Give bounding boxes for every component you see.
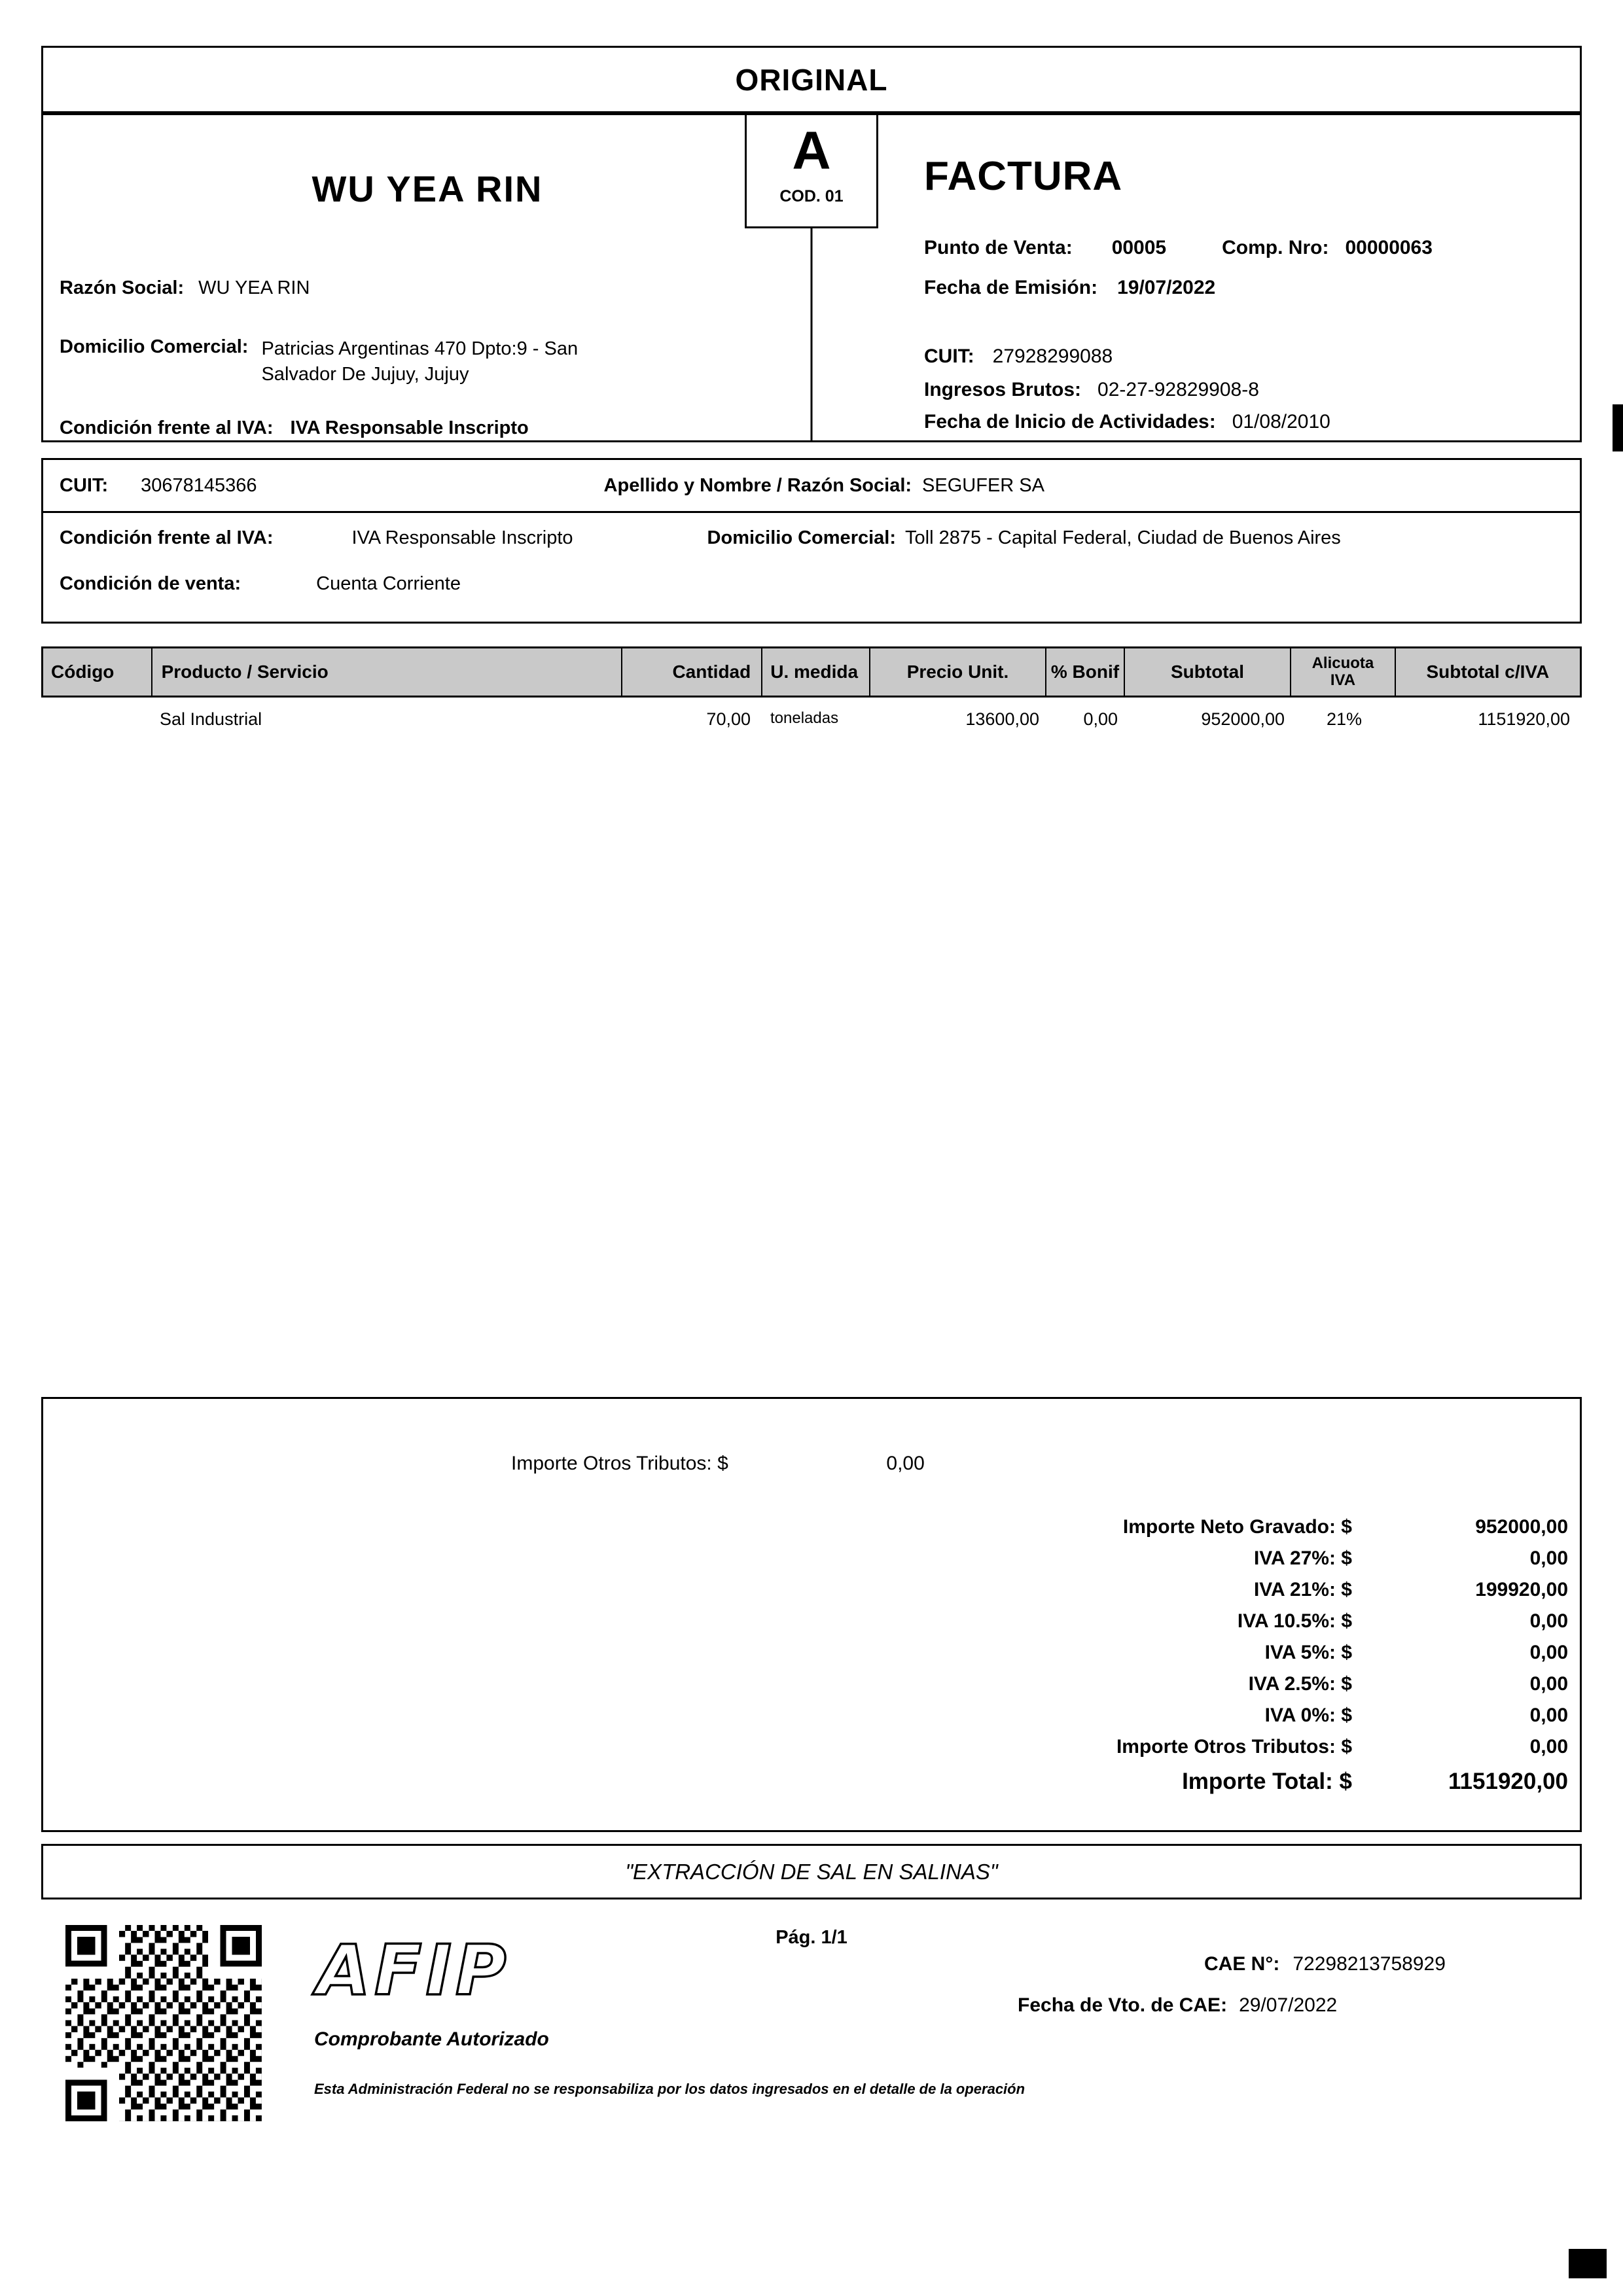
cae-vto-label: Fecha de Vto. de CAE: — [1018, 1994, 1228, 2016]
condicion-venta-label: Condición de venta: — [60, 573, 241, 594]
customer-id-row — [41, 458, 1582, 513]
cae-value: 72298213758929 — [1293, 1953, 1446, 1975]
scan-artifact — [1569, 2249, 1607, 2278]
total-row — [1116, 1637, 1568, 1669]
invoice-type-letter: A — [792, 121, 831, 181]
total-row — [1116, 1606, 1568, 1637]
total-row-label: IVA 27%: $ — [1253, 1547, 1352, 1569]
total-row-label: Importe Neto Gravado: $ — [1122, 1516, 1352, 1538]
seller-address-row — [60, 336, 647, 387]
punto-venta-value: 00005 — [1111, 237, 1167, 258]
customer-name-label: Apellido y Nombre / Razón Social: — [603, 474, 912, 496]
ingresos-brutos-value: 02-27-92829908-8 — [1097, 379, 1259, 400]
comp-nro-value: 00000063 — [1345, 237, 1433, 258]
otros-tributos-inline — [511, 1453, 925, 1475]
seller-cuit-value: 27928299088 — [992, 345, 1113, 367]
invoice-data-panel — [812, 115, 1580, 440]
observation-box — [41, 1844, 1582, 1899]
totals-box — [41, 1397, 1582, 1832]
scan-artifact — [1613, 404, 1623, 451]
otros-tributos-inline-label: Importe Otros Tributos: $ — [511, 1453, 728, 1474]
inicio-actividades-label: Fecha de Inicio de Actividades: — [924, 411, 1216, 433]
seller-cuit-label: CUIT: — [924, 345, 974, 367]
otros-tributos-inline-value: 0,00 — [886, 1453, 925, 1474]
total-row-label: IVA 0%: $ — [1264, 1704, 1352, 1726]
totals-list — [1116, 1511, 1568, 1801]
customer-iva-label: Condición frente al IVA: — [60, 527, 274, 548]
customer-cuit-label: CUIT: — [60, 474, 109, 496]
total-row — [1116, 1511, 1568, 1543]
punto-venta-label: Punto de Venta: — [924, 237, 1073, 258]
seller-address-value: Patricias Argentinas 470 Dpto:9 - San Salvador De Jujuy, Jujuy — [261, 338, 579, 385]
condicion-venta-value: Cuenta Corriente — [316, 573, 461, 594]
total-row-value: 0,00 — [1529, 1547, 1568, 1569]
col-header-codigo: Código — [43, 648, 152, 696]
cell-subtotal: 952000,00 — [1201, 709, 1285, 729]
cell-precio: 13600,00 — [965, 709, 1039, 729]
col-header-subtotal: Subtotal — [1125, 648, 1291, 696]
col-header-cantidad: Cantidad — [622, 648, 762, 696]
invoice-title: FACTURA — [924, 154, 1123, 199]
seller-iva-value: IVA Responsable Inscripto — [290, 417, 529, 438]
razon-social-row — [60, 277, 310, 299]
qr-code — [65, 1925, 262, 2121]
customer-iva-value: IVA Responsable Inscripto — [351, 527, 573, 548]
seller-iva-row — [60, 417, 529, 439]
seller-iva-label: Condición frente al IVA: — [60, 417, 274, 438]
col-header-alicuota — [1291, 648, 1396, 696]
total-row-label: IVA 2.5%: $ — [1248, 1673, 1352, 1695]
total-row — [1116, 1669, 1568, 1700]
col-header-precio: Precio Unit. — [870, 648, 1046, 696]
comp-nro-label: Comp. Nro: — [1222, 237, 1329, 258]
cae-label: CAE N°: — [1204, 1953, 1280, 1975]
items-table-header — [41, 646, 1582, 698]
inicio-actividades-value: 01/08/2010 — [1232, 411, 1330, 433]
total-row-label: IVA 10.5%: $ — [1237, 1610, 1352, 1632]
condicion-venta-row — [60, 573, 461, 595]
total-row-value: 0,00 — [1529, 1610, 1568, 1632]
total-row-value: 199920,00 — [1475, 1579, 1568, 1600]
table-row — [41, 698, 1582, 730]
customer-address-label: Domicilio Comercial: — [707, 527, 897, 548]
customer-iva-row — [60, 527, 1341, 549]
cae-vto-value: 29/07/2022 — [1239, 1994, 1338, 2016]
seller-panel — [43, 115, 812, 440]
razon-social-value: WU YEA RIN — [198, 277, 310, 298]
afip-logo-text: AFIP — [317, 1930, 510, 2011]
page-number: Pág. 1/1 — [776, 1927, 847, 1948]
col-header-bonif: % Bonif — [1046, 648, 1125, 696]
cell-cantidad: 70,00 — [706, 709, 751, 729]
fecha-emision-label: Fecha de Emisión: — [924, 277, 1098, 298]
original-banner — [41, 46, 1582, 113]
invoice-type-code: COD. 01 — [779, 187, 844, 205]
ingresos-brutos-label: Ingresos Brutos: — [924, 379, 1082, 400]
punto-venta-row — [924, 237, 1433, 259]
total-row-value: 952000,00 — [1475, 1516, 1568, 1538]
total-row-value: 0,00 — [1529, 1673, 1568, 1695]
cell-subtotal-iva: 1151920,00 — [1478, 709, 1570, 729]
invoice-header — [41, 113, 1582, 442]
fecha-emision-value: 19/07/2022 — [1117, 277, 1216, 298]
importe-total-row — [1116, 1763, 1568, 1801]
cae-row — [1204, 1953, 1446, 1975]
col-header-subtotal-iva: Subtotal c/IVA — [1426, 662, 1550, 682]
importe-total-value: 1151920,00 — [1448, 1769, 1568, 1794]
col-header-producto: Producto / Servicio — [152, 648, 622, 696]
inicio-actividades-row — [924, 411, 1330, 433]
customer-cuit-value: 30678145366 — [141, 474, 257, 496]
total-row-value: 0,00 — [1529, 1736, 1568, 1757]
total-row-label: Importe Otros Tributos: $ — [1116, 1736, 1352, 1757]
seller-name: WU YEA RIN — [312, 168, 543, 209]
total-row — [1116, 1700, 1568, 1731]
cell-umedida: toneladas — [770, 709, 839, 727]
cell-producto: Sal Industrial — [160, 709, 262, 729]
total-row-value: 0,00 — [1529, 1704, 1568, 1726]
total-row-label: IVA 21%: $ — [1253, 1579, 1352, 1600]
col-header-umedida: U. medida — [762, 648, 870, 696]
cell-alicuota: 21% — [1326, 709, 1363, 729]
observation-text: "EXTRACCIÓN DE SAL EN SALINAS" — [625, 1859, 998, 1884]
customer-address-value: Toll 2875 - Capital Federal, Ciudad de Buenos Aires — [905, 527, 1341, 548]
razon-social-label: Razón Social: — [60, 277, 185, 298]
customer-detail-box — [41, 511, 1582, 624]
total-row — [1116, 1731, 1568, 1763]
fecha-emision-row — [924, 277, 1215, 299]
importe-total-label: Importe Total: $ — [1182, 1769, 1352, 1794]
afip-disclaimer: Esta Administración Federal no se responsabiliza por los datos ingresados en el detalle de la operación — [314, 2081, 1026, 2097]
copy-label: ORIGINAL — [735, 62, 888, 97]
col-header-alicuota-text: Alicuota IVA — [1311, 654, 1374, 689]
cell-bonif: 0,00 — [1083, 709, 1118, 729]
cell-codigo — [41, 698, 151, 730]
seller-address-label: Domicilio Comercial: — [60, 336, 249, 357]
total-row — [1116, 1543, 1568, 1574]
customer-name-value: SEGUFER SA — [922, 474, 1044, 496]
total-row — [1116, 1574, 1568, 1606]
seller-cuit-row — [924, 345, 1113, 368]
cae-vto-row — [1018, 1994, 1337, 2017]
total-row-label: IVA 5%: $ — [1264, 1642, 1352, 1663]
comprobante-autorizado-label: Comprobante Autorizado — [314, 2028, 549, 2050]
ingresos-brutos-row — [924, 379, 1259, 401]
total-row-value: 0,00 — [1529, 1642, 1568, 1663]
